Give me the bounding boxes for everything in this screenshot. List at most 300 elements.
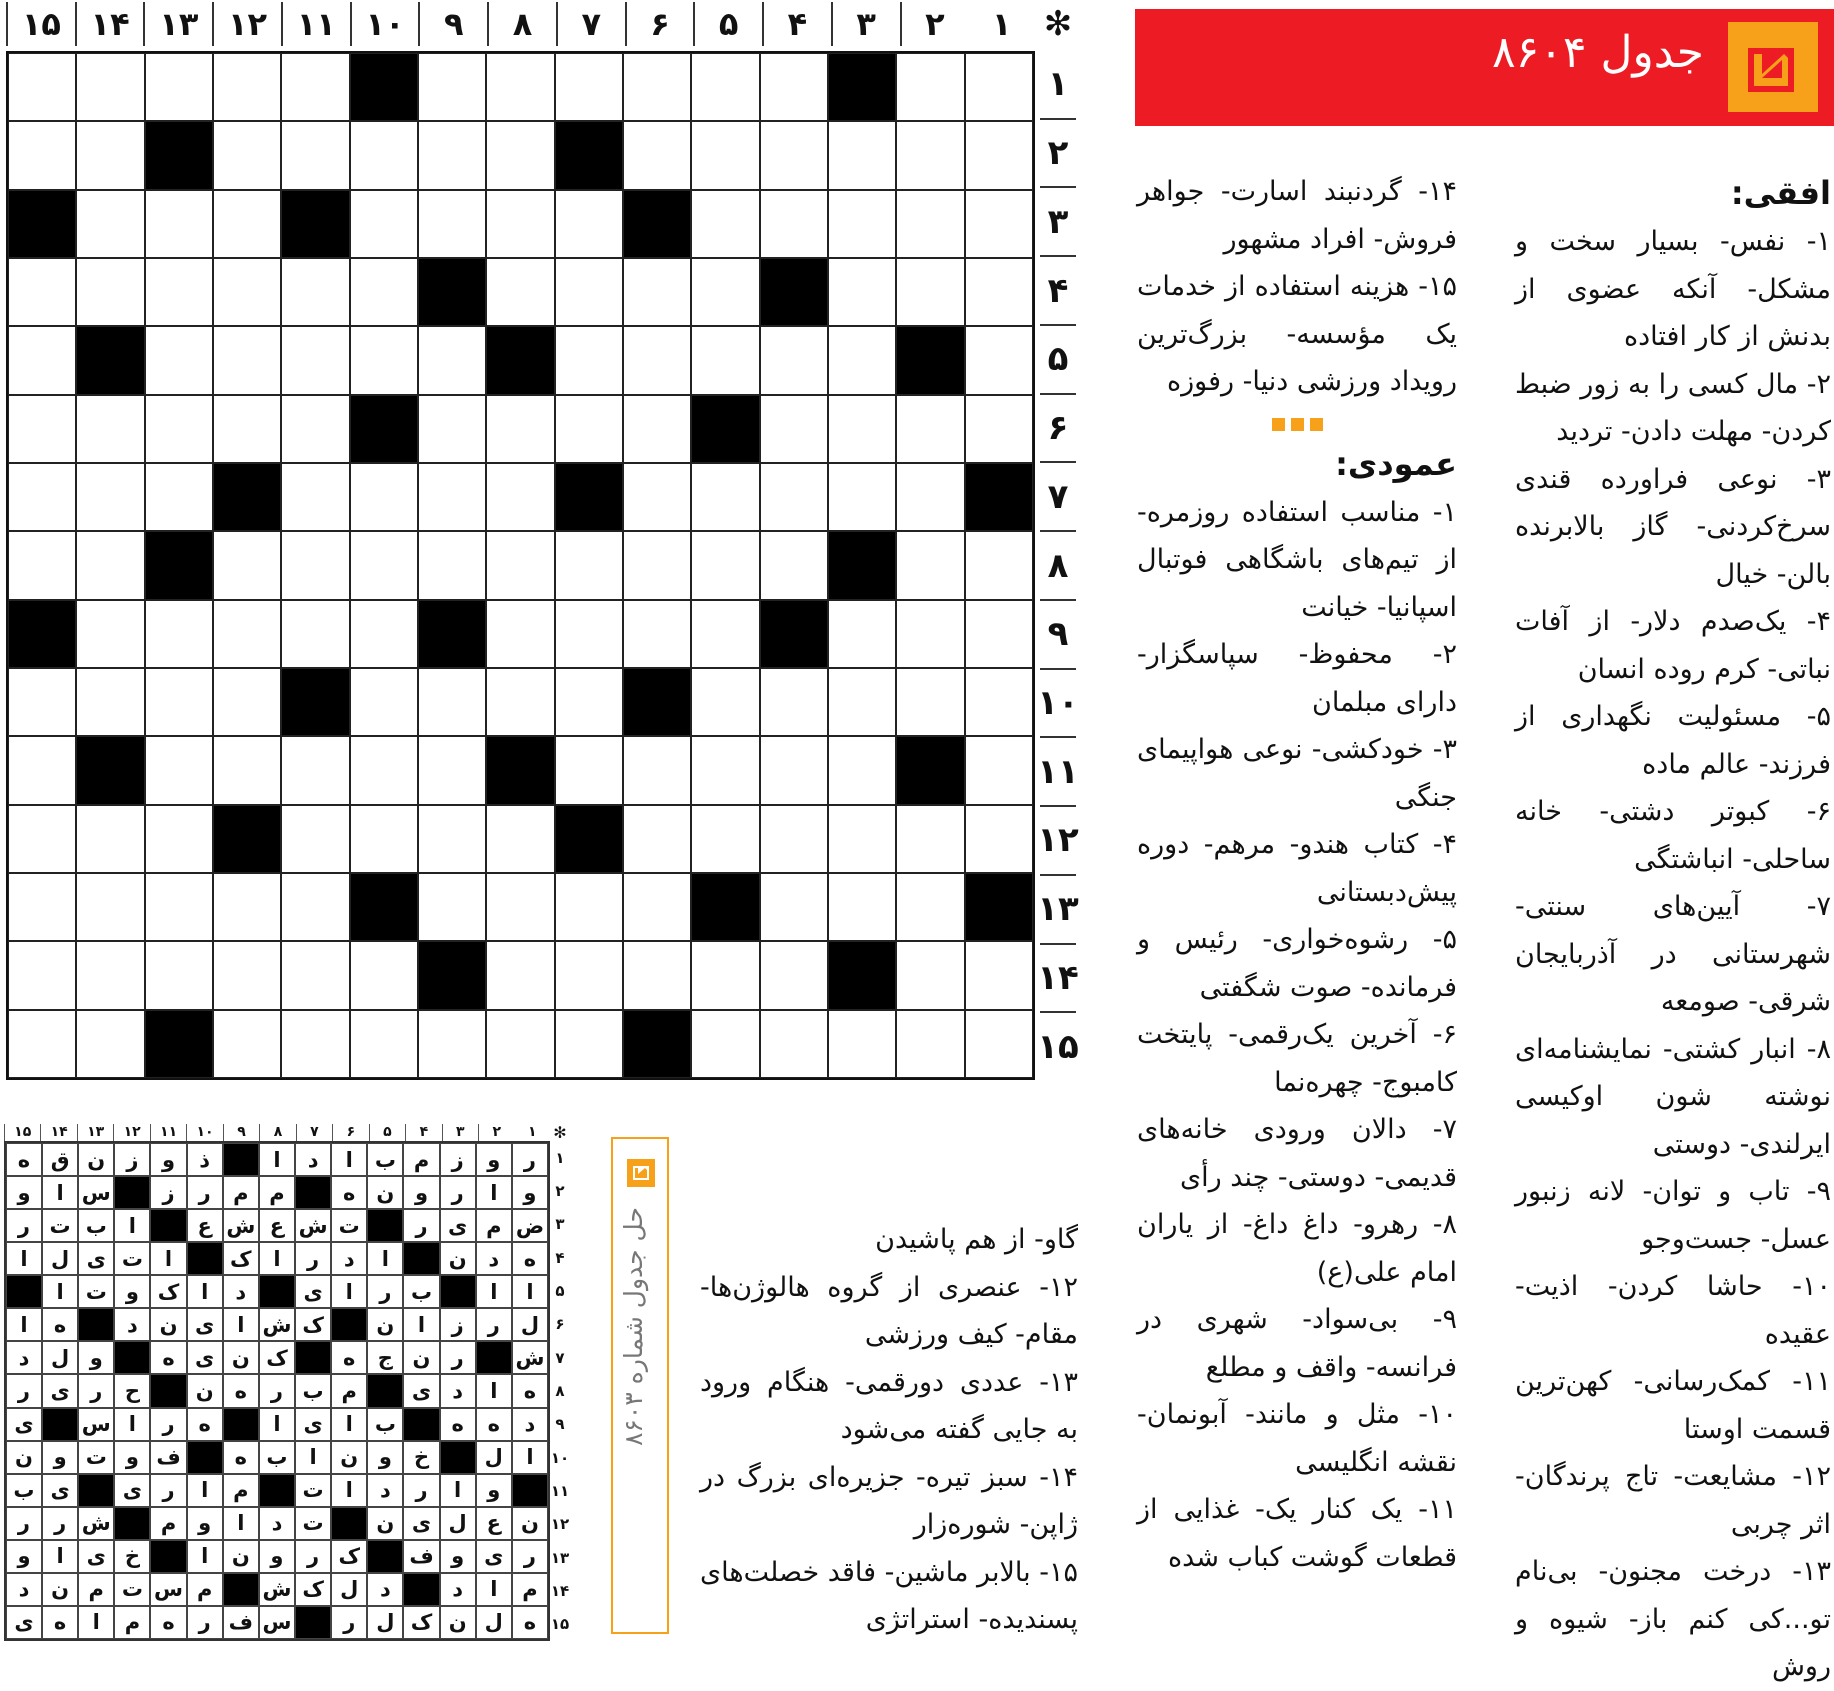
solution-letter: ض [512, 1209, 548, 1242]
black-cell [691, 395, 759, 463]
solution-letter: ا [150, 1242, 186, 1275]
empty-cell [213, 531, 281, 599]
solution-letter: و [150, 1143, 186, 1176]
empty-cell [555, 258, 623, 326]
solution-letter: د [476, 1242, 512, 1275]
empty-cell [896, 463, 964, 531]
row-label: ۱۳ [1040, 874, 1076, 943]
empty-cell [896, 668, 964, 736]
black-cell: # [367, 1209, 403, 1242]
solution-letter: ر [259, 1374, 295, 1407]
solution-letter: ا [78, 1606, 114, 1639]
solution-letter: ن [440, 1606, 476, 1639]
empty-cell [213, 53, 281, 121]
clue-across: ۱۰- حاشا کردن- اذیت- عقیده [1515, 1271, 1831, 1350]
solution-letter: ش [295, 1209, 331, 1242]
empty-cell [418, 873, 486, 941]
empty-cell [281, 326, 349, 394]
row-label: ۹ [1040, 599, 1076, 668]
solution-letter: ق [42, 1143, 78, 1176]
solution-letter: ی [42, 1374, 78, 1407]
clue-across: ۳- نوعی فراورده قندی سرخ‌کردنی- گاز بالابرنده بالن- خیال [1515, 463, 1831, 590]
empty-cell [145, 668, 213, 736]
black-cell [145, 1010, 213, 1078]
column-label: ۱۴ [40, 1124, 76, 1141]
black-cell: # [295, 1176, 331, 1209]
empty-cell [76, 395, 144, 463]
empty-cell [8, 463, 76, 531]
black-cell [213, 463, 281, 531]
black-cell [350, 53, 418, 121]
empty-cell [896, 873, 964, 941]
empty-cell [281, 53, 349, 121]
black-cell: # [331, 1308, 367, 1341]
solution-letter: ر [295, 1242, 331, 1275]
puzzle-header-bar [1135, 9, 1834, 126]
empty-cell [350, 941, 418, 1009]
solution-letter: ل [367, 1606, 403, 1639]
solution-letter: ت [114, 1242, 150, 1275]
empty-cell [691, 463, 759, 531]
empty-cell [8, 531, 76, 599]
clue-across: ۱۱- کمک‌رسانی- کهن‌ترین قسمت اوستا [1515, 1366, 1831, 1445]
empty-cell [213, 941, 281, 1009]
clue-down: ۱۰- مثل و مانند- آبونمان- نقشه انگلیسی [1137, 1399, 1457, 1478]
black-cell [418, 941, 486, 1009]
black-cell: # [331, 1507, 367, 1540]
solution-letter: ج [367, 1341, 403, 1374]
main-grid-column-labels [6, 2, 1035, 46]
empty-cell [555, 873, 623, 941]
empty-cell [965, 1010, 1033, 1078]
column-label: ۵ [693, 2, 762, 46]
solution-letter: ه [150, 1606, 186, 1639]
solution-letter: ش [512, 1341, 548, 1374]
solution-row [6, 1176, 548, 1209]
row-label: ۱۳ [550, 1548, 570, 1567]
black-cell [760, 600, 828, 668]
column-label: ۱۳ [143, 2, 212, 46]
row-label: ۷ [1040, 461, 1076, 530]
empty-cell [828, 600, 896, 668]
empty-cell [691, 190, 759, 258]
solution-letter: م [187, 1573, 223, 1606]
solution-letter: د [223, 1275, 259, 1308]
solution-row [6, 1507, 548, 1540]
solution-letter: ل [476, 1606, 512, 1639]
empty-cell [828, 326, 896, 394]
empty-cell [828, 668, 896, 736]
empty-cell [8, 668, 76, 736]
solution-row [6, 1308, 548, 1341]
clue-across: ۱۳- درخت مجنون- بی‌نام تو...کی کنم باز- شیوه و روش [1515, 1556, 1831, 1682]
black-cell [828, 941, 896, 1009]
solution-letter: ر [187, 1606, 223, 1639]
solution-letter: ش [223, 1209, 259, 1242]
clue-across: ۱۴- گردنبند اسارت- جواهر فروش- افراد مشهور [1137, 176, 1457, 255]
solution-letter: م [259, 1176, 295, 1209]
empty-cell [418, 395, 486, 463]
solution-letter: ب [6, 1474, 42, 1507]
black-cell: # [114, 1176, 150, 1209]
column-label: ۱۳ [77, 1124, 113, 1141]
solution-letter: ت [78, 1275, 114, 1308]
black-cell [145, 531, 213, 599]
empty-cell [965, 326, 1033, 394]
row-label: ۱ [1047, 64, 1069, 105]
solution-letter: ا [259, 1242, 295, 1275]
black-cell: # [150, 1540, 186, 1573]
solution-letter: م [512, 1573, 548, 1606]
clue-down: گاو- از هم پاشیدن [875, 1224, 1078, 1255]
empty-cell [760, 463, 828, 531]
row-label: ۶ [1040, 393, 1076, 462]
black-cell [555, 805, 623, 873]
empty-cell [623, 736, 691, 804]
empty-cell [555, 600, 623, 668]
black-cell: # [367, 1540, 403, 1573]
column-label: ۵ [369, 1124, 405, 1141]
empty-cell [965, 190, 1033, 258]
solution-letter: ا [440, 1474, 476, 1507]
row-label: ۲ [1040, 118, 1076, 187]
black-cell [350, 395, 418, 463]
empty-cell [145, 53, 213, 121]
solution-letter: و [114, 1275, 150, 1308]
solution-letter: ا [295, 1441, 331, 1474]
column-label: ۱۲ [113, 1124, 149, 1141]
empty-cell [145, 736, 213, 804]
black-cell: # [187, 1242, 223, 1275]
empty-cell [828, 873, 896, 941]
column-label: ۸ [259, 1124, 295, 1141]
solution-letter: ا [331, 1275, 367, 1308]
empty-cell [965, 600, 1033, 668]
solution-letter: ل [512, 1308, 548, 1341]
solution-row [6, 1573, 548, 1606]
black-cell: # [295, 1341, 331, 1374]
empty-cell [8, 326, 76, 394]
solution-letter: ر [403, 1209, 439, 1242]
empty-cell [213, 395, 281, 463]
empty-cell [213, 600, 281, 668]
empty-cell [76, 258, 144, 326]
solution-letter: ا [512, 1441, 548, 1474]
main-grid-row-labels [1037, 51, 1079, 1080]
solution-letter: ز [114, 1143, 150, 1176]
empty-cell [828, 190, 896, 258]
empty-cell [350, 805, 418, 873]
solution-letter: و [114, 1441, 150, 1474]
clue-down: ۱- مناسب استفاده روزمره- از تیم‌های باشگاهی فوتبال اسپانیا- خیانت [1137, 496, 1457, 623]
empty-cell [896, 53, 964, 121]
solution-letter: ی [6, 1606, 42, 1639]
solution-letter: ر [6, 1507, 42, 1540]
solution-letter: ی [187, 1341, 223, 1374]
row-label: ۵ [1040, 324, 1076, 393]
clue-down: ۱۳- عددی دورقمی- هنگام ورود به جایی گفته می‌شود [700, 1366, 1078, 1445]
empty-cell [896, 121, 964, 189]
empty-cell [486, 395, 554, 463]
solution-letter: ا [259, 1143, 295, 1176]
clue-down: ۴- کتاب هندو- مرهم- دوره پیش‌دبستانی [1137, 829, 1457, 908]
solution-letter: و [403, 1176, 439, 1209]
empty-cell [828, 805, 896, 873]
empty-cell [965, 395, 1033, 463]
solution-letter: ب [367, 1143, 403, 1176]
column-label: ۶ [625, 2, 694, 46]
column-label: ۹ [223, 1124, 259, 1141]
solution-letter: س [150, 1573, 186, 1606]
empty-cell [213, 121, 281, 189]
empty-cell [486, 190, 554, 258]
solution-letter: ک [295, 1573, 331, 1606]
empty-cell [965, 258, 1033, 326]
solution-letter: ن [367, 1176, 403, 1209]
empty-cell [350, 258, 418, 326]
black-cell [486, 736, 554, 804]
puzzle-title: جدول ۸۶۰۴ [1491, 27, 1704, 78]
empty-cell [760, 531, 828, 599]
row-label: ۱ [555, 1148, 565, 1167]
empty-cell [896, 1010, 964, 1078]
row-label: ۴ [555, 1248, 565, 1267]
black-cell: # [512, 1474, 548, 1507]
row-label: ۹ [555, 1415, 565, 1434]
row-label: ۱۲ [1040, 805, 1076, 874]
black-cell: # [476, 1341, 512, 1374]
empty-cell [486, 1010, 554, 1078]
solution-letter: خ [403, 1441, 439, 1474]
solution-letter: د [331, 1242, 367, 1275]
empty-cell [623, 805, 691, 873]
empty-cell [281, 121, 349, 189]
empty-cell [691, 600, 759, 668]
solution-letter: ه [440, 1408, 476, 1441]
empty-cell [896, 190, 964, 258]
row-label: ۱۱ [1040, 736, 1076, 805]
column-label: ۲ [478, 1124, 514, 1141]
solution-letter: ت [295, 1507, 331, 1540]
column-label: ۱۵ [6, 2, 75, 46]
empty-cell [350, 190, 418, 258]
solution-letter: م [223, 1176, 259, 1209]
solution-letter: ا [187, 1474, 223, 1507]
solution-letter: ش [78, 1507, 114, 1540]
solution-letter: م [150, 1507, 186, 1540]
row-label: ۶ [555, 1315, 565, 1334]
empty-cell [623, 531, 691, 599]
empty-cell [623, 600, 691, 668]
solution-letter: ا [367, 1242, 403, 1275]
solution-letter: ن [367, 1507, 403, 1540]
empty-cell [623, 463, 691, 531]
solution-row [6, 1209, 548, 1242]
clue-across: ۹- تاب و توان- لانه زنبور عسل- جست‌وجو [1515, 1176, 1831, 1255]
solution-letter: ه [512, 1374, 548, 1407]
solution-letter: ل [331, 1573, 367, 1606]
empty-cell [213, 326, 281, 394]
black-cell: # [295, 1606, 331, 1639]
solution-letter: ف [403, 1540, 439, 1573]
empty-cell [76, 121, 144, 189]
solution-letter: ر [440, 1176, 476, 1209]
black-cell [486, 326, 554, 394]
column-label: ۴ [762, 2, 831, 46]
solution-row [6, 1242, 548, 1275]
empty-cell [965, 121, 1033, 189]
empty-cell [486, 531, 554, 599]
empty-cell [8, 258, 76, 326]
solution-letter: ل [42, 1341, 78, 1374]
solution-letter: ک [403, 1606, 439, 1639]
black-cell: # [259, 1275, 295, 1308]
empty-cell [555, 531, 623, 599]
empty-cell [896, 805, 964, 873]
column-label: ۷ [296, 1124, 332, 1141]
solution-row [6, 1606, 548, 1639]
empty-cell [828, 395, 896, 463]
solution-label-box [611, 1137, 669, 1634]
clue-across: ۱۵- هزینه استفاده از خدمات یک مؤسسه- بزرگ‌ترین رویداد ورزشی دنیا- رفوزه [1137, 271, 1457, 397]
empty-cell [896, 531, 964, 599]
solution-letter: ه [476, 1408, 512, 1441]
column-label: ۳ [831, 2, 900, 46]
empty-cell [896, 258, 964, 326]
solution-letter: و [259, 1540, 295, 1573]
empty-cell [555, 326, 623, 394]
solution-letter: ن [223, 1540, 259, 1573]
empty-cell [486, 941, 554, 1009]
empty-cell [145, 873, 213, 941]
empty-cell [213, 873, 281, 941]
empty-cell [760, 53, 828, 121]
empty-cell [486, 258, 554, 326]
black-cell: # [223, 1408, 259, 1441]
empty-cell [623, 941, 691, 1009]
solution-letter: د [367, 1474, 403, 1507]
solution-column-labels [4, 1124, 550, 1141]
clues-column-right [1515, 168, 1831, 1691]
solution-letter: ک [331, 1540, 367, 1573]
solution-letter: ت [114, 1573, 150, 1606]
solution-letter: ب [403, 1275, 439, 1308]
solution-letter: د [440, 1573, 476, 1606]
empty-cell [760, 395, 828, 463]
empty-cell [8, 53, 76, 121]
solution-row [6, 1441, 548, 1474]
solution-letter: ی [295, 1408, 331, 1441]
clue-across: ۱- نفس- بسیار سخت و مشکل- آنکه عضوی از بدنش از کار افتاده [1515, 226, 1831, 352]
solution-letter: ه [187, 1408, 223, 1441]
empty-cell [76, 600, 144, 668]
empty-cell [8, 1010, 76, 1078]
solution-letter: و [440, 1540, 476, 1573]
black-cell [623, 668, 691, 736]
solution-letter: ه [512, 1242, 548, 1275]
black-cell: # [440, 1441, 476, 1474]
black-cell: # [150, 1209, 186, 1242]
empty-cell [623, 873, 691, 941]
solution-letter: ت [78, 1441, 114, 1474]
solution-letter: ا [259, 1408, 295, 1441]
solution-letter: ی [78, 1242, 114, 1275]
empty-cell [828, 258, 896, 326]
column-label: ۱۰ [186, 1124, 222, 1141]
black-cell: # [440, 1275, 476, 1308]
empty-cell [8, 873, 76, 941]
empty-cell [486, 873, 554, 941]
solution-letter: ر [6, 1209, 42, 1242]
solution-letter: ی [187, 1308, 223, 1341]
solution-letter: ح [114, 1374, 150, 1407]
solution-letter: ر [476, 1308, 512, 1341]
solution-letter: ر [42, 1507, 78, 1540]
black-cell [896, 736, 964, 804]
solution-letter: ا [42, 1275, 78, 1308]
column-label: ۶ [332, 1124, 368, 1141]
solution-letter: م [476, 1209, 512, 1242]
empty-cell [896, 395, 964, 463]
black-cell: # [403, 1408, 439, 1441]
solution-letter: ه [42, 1606, 78, 1639]
black-cell: # [42, 1408, 78, 1441]
empty-cell [213, 190, 281, 258]
row-label: ۱۴ [550, 1581, 570, 1600]
solution-letter: م [78, 1573, 114, 1606]
across-heading: افقی: [1730, 174, 1831, 212]
solution-letter: ا [512, 1275, 548, 1308]
solution-letter: د [367, 1573, 403, 1606]
solution-letter: و [476, 1143, 512, 1176]
empty-cell [281, 873, 349, 941]
empty-cell [828, 1010, 896, 1078]
solution-letter: د [6, 1341, 42, 1374]
black-cell: # [259, 1474, 295, 1507]
solution-letter: ف [223, 1606, 259, 1639]
empty-cell [213, 258, 281, 326]
empty-cell [145, 463, 213, 531]
solution-letter: ن [367, 1308, 403, 1341]
clues-column-middle [1137, 168, 1457, 1581]
empty-cell [691, 1010, 759, 1078]
solution-letter: ا [42, 1540, 78, 1573]
black-cell [623, 190, 691, 258]
solution-letter: ه [331, 1341, 367, 1374]
empty-cell [281, 258, 349, 326]
clue-down: ۷- دالان ورودی خانه‌های قدیمی- دوستی- چند رأی [1137, 1114, 1457, 1193]
solution-letter: ل [476, 1441, 512, 1474]
black-cell [145, 121, 213, 189]
empty-cell [418, 53, 486, 121]
solution-letter: ی [403, 1374, 439, 1407]
solution-letter: ر [150, 1474, 186, 1507]
empty-cell [760, 190, 828, 258]
empty-cell [281, 600, 349, 668]
solution-letter: ب [367, 1408, 403, 1441]
black-cell [76, 326, 144, 394]
solution-letter: ر [403, 1474, 439, 1507]
black-cell [8, 190, 76, 258]
row-label: ۱۱ [550, 1481, 570, 1500]
empty-cell [418, 531, 486, 599]
solution-letter: ت [295, 1474, 331, 1507]
solution-letter: ک [295, 1308, 331, 1341]
solution-letter: م [403, 1143, 439, 1176]
empty-cell [76, 805, 144, 873]
row-label: ۳ [1040, 186, 1076, 255]
empty-cell [691, 805, 759, 873]
